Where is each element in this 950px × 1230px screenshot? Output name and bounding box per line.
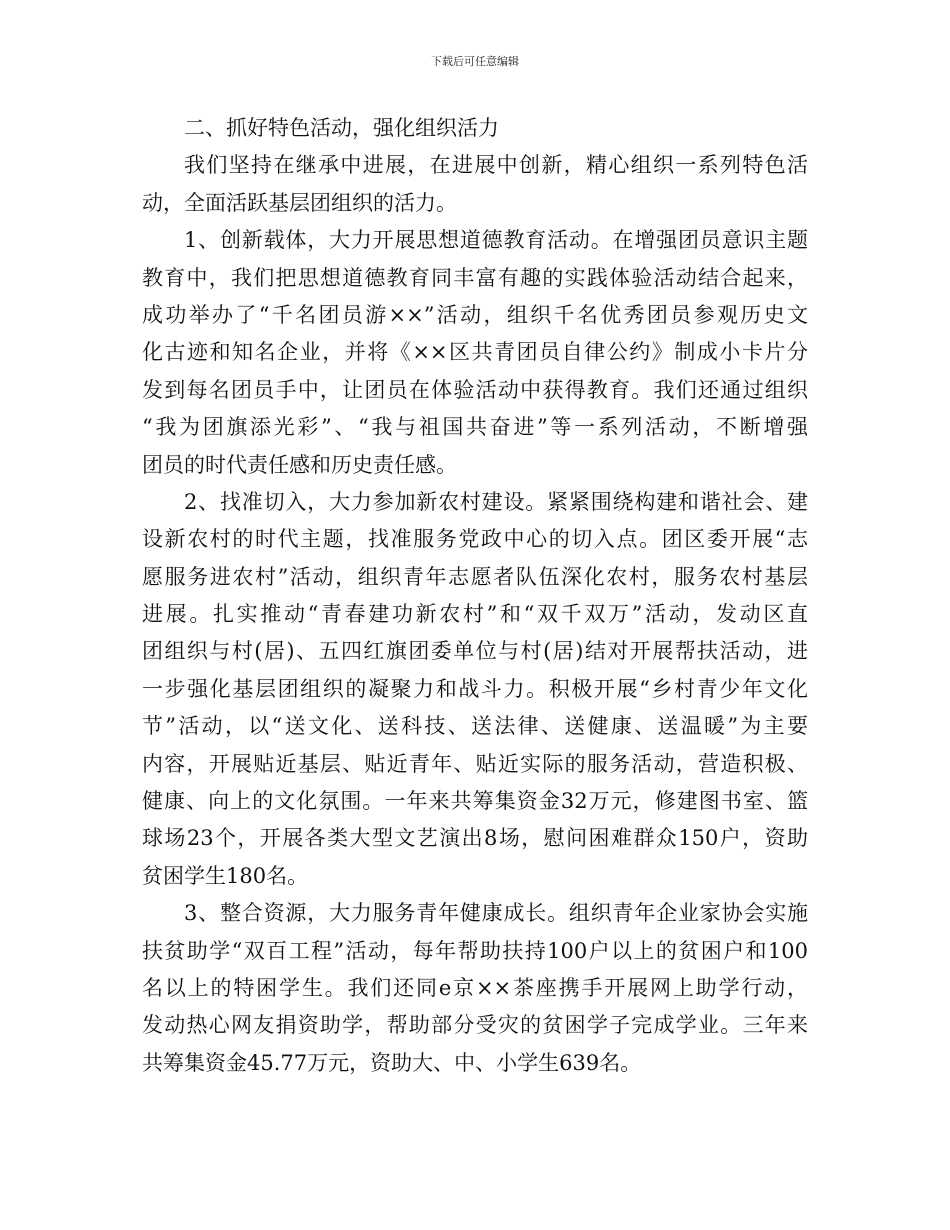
paragraph-line: 内容，开展贴近基层、贴近青年、贴近实际的服务活动，营造积极、 (142, 751, 808, 776)
paragraph-line: 球场23个，开展各类大型文艺演出8场，慰问困难群众150户，资助 (142, 826, 808, 851)
paragraph-line: 名以上的特困学生。我们还同e京××茶座携手开展网上助学行动， (142, 975, 808, 1000)
paragraph-line: “我为团旗添光彩”、“我与祖国共奋进”等一系列活动，不断增强 (142, 415, 808, 440)
paragraph-line: 扶贫助学“双百工程”活动，每年帮助扶持100户以上的贫困户和100 (142, 938, 808, 963)
paragraph-line: 进展。扎实推动“青春建功新农村”和“双千双万”活动，发动区直 (142, 602, 808, 627)
paragraph-item-1 (142, 222, 808, 484)
paragraph-line: 教育中，我们把思想道德教育同丰富有趣的实践体验活动结合起来， (142, 265, 808, 290)
paragraph-line: 团员的时代责任感和历史责任感。 (142, 452, 457, 477)
paragraph-line: 3、整合资源，大力服务青年健康成长。组织青年企业家协会实施 (184, 901, 808, 926)
paragraph-line: 1、创新载体，大力开展思想道德教育活动。在增强团员意识主题 (184, 228, 808, 253)
paragraph-line: 发到每名团员手中，让团员在体验活动中获得教育。我们还通过组织 (142, 377, 808, 402)
paragraph-line: 愿服务进农村”活动，组织青年志愿者队伍深化农村，服务农村基层 (142, 564, 808, 589)
paragraph-line: 我们坚持在继承中进展，在进展中创新，精心组织一系列特色活 (184, 153, 808, 178)
document-body (142, 110, 808, 1082)
paragraph-line: 动，全面活跃基层团组织的活力。 (142, 190, 457, 215)
paragraph-item-3 (142, 895, 808, 1082)
paragraph-line: 设新农村的时代主题，找准服务党政中心的切入点。团区委开展“志 (142, 527, 808, 552)
paragraph-item-2 (142, 484, 808, 895)
paragraph-line: 发动热心网友捐资助学，帮助部分受灾的贫困学子完成学业。三年来 (142, 1013, 808, 1038)
paragraph-line: 贫困学生180名。 (142, 863, 309, 888)
page-header: 下载后可任意编辑 (431, 55, 519, 68)
paragraph-line: 团组织与村(居)、五四红旗团委单位与村(居)结对开展帮扶活动，进 (142, 639, 808, 664)
paragraph-line: 共筹集资金45.77万元，资助大、中、小学生639名。 (142, 1050, 642, 1075)
section-title: 二、抓好特色活动，强化组织活力 (184, 116, 499, 140)
paragraph-line: 一步强化基层团组织的凝聚力和战斗力。积极开展“乡村青少年文化 (142, 676, 808, 701)
paragraph-intro (142, 147, 808, 222)
paragraph-line: 健康、向上的文化氛围。一年来共筹集资金32万元，修建图书室、篮 (142, 789, 808, 814)
paragraph-line: 化古迹和知名企业，并将《××区共青团员自律公约》制成小卡片分 (142, 340, 808, 365)
paragraph-line: 2、找准切入，大力参加新农村建设。紧紧围绕构建和谐社会、建 (184, 489, 808, 514)
paragraph-line: 节”活动，以“送文化、送科技、送法律、送健康、送温暖”为主要 (142, 714, 808, 739)
paragraph-line: 成功举办了“千名团员游××”活动，组织千名优秀团员参观历史文 (142, 302, 808, 327)
